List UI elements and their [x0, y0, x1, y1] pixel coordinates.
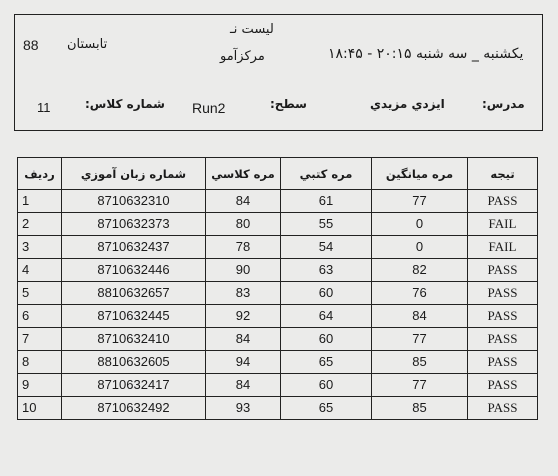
- cell-result: FAIL: [468, 213, 538, 236]
- cell-student-id: 8710632445: [62, 305, 206, 328]
- cell-result: PASS: [468, 190, 538, 213]
- cell-written-score: 65: [281, 351, 372, 374]
- cell-result: PASS: [468, 397, 538, 420]
- cell-row-number: 6: [18, 305, 62, 328]
- cell-average: 84: [372, 305, 468, 328]
- class-number-label: شماره کلاس:: [85, 97, 165, 111]
- cell-result: FAIL: [468, 236, 538, 259]
- cell-average: 85: [372, 351, 468, 374]
- cell-class-score: 93: [206, 397, 281, 420]
- col-header-row-number: ردیف: [18, 158, 62, 190]
- cell-average: 77: [372, 374, 468, 397]
- col-header-average: مره میانگین: [372, 158, 468, 190]
- cell-student-id: 8810632605: [62, 351, 206, 374]
- table-row: [18, 328, 538, 351]
- cell-written-score: 60: [281, 328, 372, 351]
- center-title: مرکزآمو: [220, 49, 265, 64]
- cell-row-number: 8: [18, 351, 62, 374]
- cell-student-id: 8710632492: [62, 397, 206, 420]
- cell-student-id: 8710632446: [62, 259, 206, 282]
- cell-result: PASS: [468, 328, 538, 351]
- cell-written-score: 65: [281, 397, 372, 420]
- table-row: [18, 397, 538, 420]
- cell-written-score: 60: [281, 374, 372, 397]
- schedule-datetime: یکشنبه _ سه شنبه ۲۰:۱۵ - ۱۸:۴۵: [328, 46, 524, 62]
- header-box: [14, 14, 543, 131]
- cell-class-score: 83: [206, 282, 281, 305]
- cell-average: 0: [372, 213, 468, 236]
- cell-written-score: 64: [281, 305, 372, 328]
- cell-result: PASS: [468, 305, 538, 328]
- table-row: [18, 259, 538, 282]
- cell-class-score: 84: [206, 190, 281, 213]
- cell-row-number: 3: [18, 236, 62, 259]
- cell-student-id: 8710632417: [62, 374, 206, 397]
- teacher-label: مدرس:: [482, 97, 525, 111]
- cell-class-score: 90: [206, 259, 281, 282]
- cell-average: 0: [372, 236, 468, 259]
- cell-student-id: 8710632410: [62, 328, 206, 351]
- cell-class-score: 80: [206, 213, 281, 236]
- level-value: Run2: [192, 100, 226, 116]
- table-row: [18, 305, 538, 328]
- header-number: 88: [23, 37, 39, 53]
- cell-written-score: 63: [281, 259, 372, 282]
- cell-result: PASS: [468, 351, 538, 374]
- cell-class-score: 84: [206, 374, 281, 397]
- cell-class-score: 84: [206, 328, 281, 351]
- cell-row-number: 9: [18, 374, 62, 397]
- cell-average: 85: [372, 397, 468, 420]
- cell-row-number: 4: [18, 259, 62, 282]
- cell-written-score: 54: [281, 236, 372, 259]
- class-number-value: 11: [37, 100, 51, 115]
- cell-row-number: 5: [18, 282, 62, 305]
- cell-written-score: 60: [281, 282, 372, 305]
- teacher-name: ایزدي مزيدي: [370, 97, 445, 111]
- cell-student-id: 8710632310: [62, 190, 206, 213]
- table-row: [18, 351, 538, 374]
- table-row: [18, 236, 538, 259]
- cell-student-id: 8810632657: [62, 282, 206, 305]
- table-row: [18, 190, 538, 213]
- scores-table: [17, 157, 538, 420]
- cell-result: PASS: [468, 282, 538, 305]
- cell-student-id: 8710632437: [62, 236, 206, 259]
- cell-result: PASS: [468, 259, 538, 282]
- cell-row-number: 7: [18, 328, 62, 351]
- cell-average: 77: [372, 328, 468, 351]
- col-header-class-score: مره كلاسي: [206, 158, 281, 190]
- cell-row-number: 1: [18, 190, 62, 213]
- cell-written-score: 61: [281, 190, 372, 213]
- col-header-result: تیجه: [468, 158, 538, 190]
- table-header-row: [18, 158, 538, 190]
- cell-class-score: 92: [206, 305, 281, 328]
- cell-written-score: 55: [281, 213, 372, 236]
- cell-average: 76: [372, 282, 468, 305]
- cell-class-score: 78: [206, 236, 281, 259]
- cell-row-number: 10: [18, 397, 62, 420]
- cell-result: PASS: [468, 374, 538, 397]
- cell-student-id: 8710632373: [62, 213, 206, 236]
- col-header-student-id: شماره زبان آموزي: [62, 158, 206, 190]
- col-header-written-score: مره كتبي: [281, 158, 372, 190]
- table-row: [18, 213, 538, 236]
- table-row: [18, 282, 538, 305]
- cell-row-number: 2: [18, 213, 62, 236]
- list-title: لیست نـ: [230, 22, 274, 37]
- cell-class-score: 94: [206, 351, 281, 374]
- cell-average: 77: [372, 190, 468, 213]
- level-label: سطح:: [270, 97, 307, 111]
- cell-average: 82: [372, 259, 468, 282]
- season-label: تابستان: [67, 37, 108, 52]
- table-row: [18, 374, 538, 397]
